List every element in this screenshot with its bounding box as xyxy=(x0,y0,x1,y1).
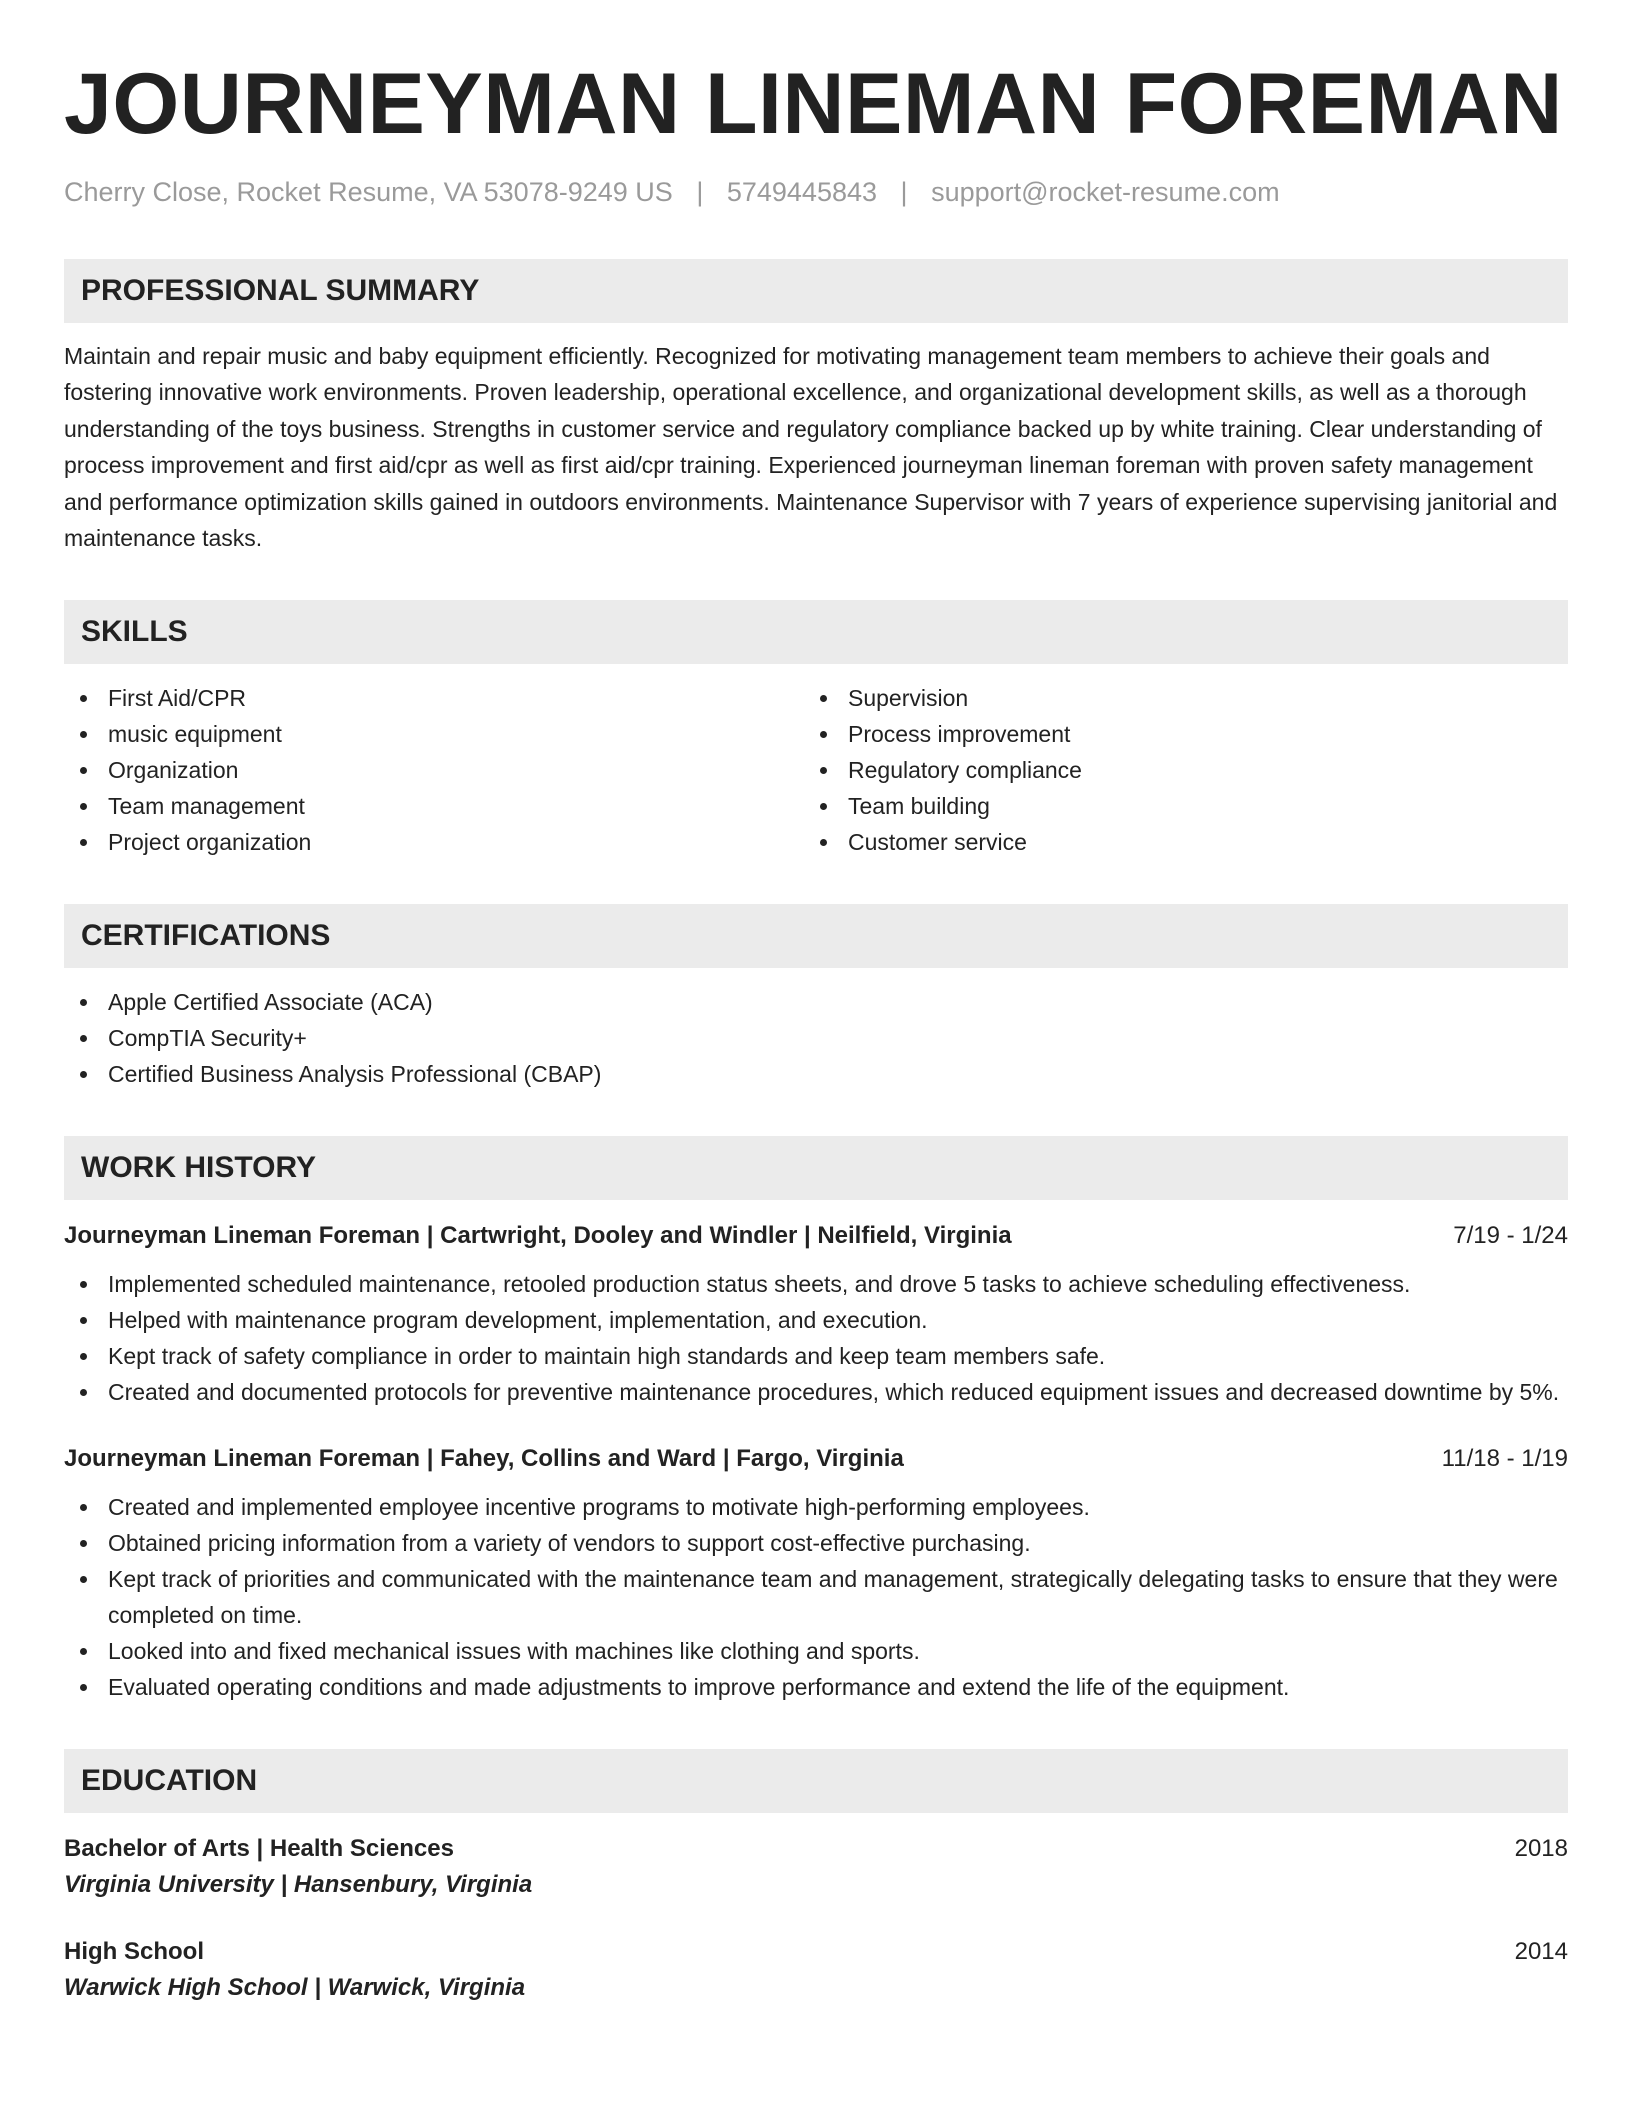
skill-item: Project organization xyxy=(64,824,804,860)
job-bullet: Looked into and fixed mechanical issues with machines like clothing and sports. xyxy=(64,1633,1568,1669)
job-bullet: Kept track of priorities and communicated with the maintenance team and management, strategically delegating tasks to ensure that they were completed on time. xyxy=(64,1561,1568,1633)
job-title: Journeyman Lineman Foreman | Cartwright, Dooley and Windler | Neilfield, Virginia xyxy=(64,1222,1012,1250)
job-dates: 11/18 - 1/19 xyxy=(1441,1445,1568,1473)
certification-item: Certified Business Analysis Professional (CBAP) xyxy=(64,1056,1568,1092)
certifications-list xyxy=(64,984,1568,1092)
education-school: Virginia University | Hansenbury, Virginia xyxy=(64,1871,533,1899)
education-entry xyxy=(64,1936,1568,2006)
certification-item: Apple Certified Associate (ACA) xyxy=(64,984,1568,1020)
skill-item: Process improvement xyxy=(804,716,1544,752)
education-header xyxy=(64,1833,1568,1865)
certification-item: CompTIA Security+ xyxy=(64,1020,1568,1056)
skill-item: Regulatory compliance xyxy=(804,752,1544,788)
job-header xyxy=(64,1220,1568,1252)
job-bullet: Obtained pricing information from a variety of vendors to support cost-effective purchasing. xyxy=(64,1525,1568,1561)
job-bullet: Created and implemented employee incentive programs to motivate high-performing employees. xyxy=(64,1489,1568,1525)
summary-text: Maintain and repair music and baby equipment efficiently. Recognized for motivating management team members to achieve their goals and fostering innovative work environments. Proven leadership, operational excellence, and organizational development skills, as well as a thorough understanding of the toys business. Strengths in customer service and regulatory compliance backed up by white training. Clear understanding of process improvement and first aid/cpr as well as first aid/cpr training. Experienced journeyman lineman foreman with proven safety management and performance optimization skills gained in outdoors environments. Maintenance Supervisor with 7 years of experience supervising janitorial and maintenance tasks. xyxy=(64,343,1558,552)
section-header-education: EDUCATION xyxy=(64,1749,1568,1813)
section-header-summary: PROFESSIONAL SUMMARY xyxy=(64,259,1568,323)
skill-item: Team building xyxy=(804,788,1544,824)
education-degree: High School xyxy=(64,1938,204,1966)
education-year: 2014 xyxy=(1514,1938,1568,1966)
contact-phone: 5749445843 xyxy=(726,177,878,207)
contact-separator: | xyxy=(900,177,908,207)
skills-column-right xyxy=(804,680,1544,860)
contact-line xyxy=(64,174,1568,210)
skill-item: music equipment xyxy=(64,716,804,752)
skills-column-left xyxy=(64,680,804,860)
education-header xyxy=(64,1936,1568,1968)
candidate-name: JOURNEYMAN LINEMAN FOREMAN xyxy=(64,56,1563,152)
job-bullets xyxy=(64,1489,1568,1705)
job-header xyxy=(64,1443,1568,1475)
job-bullet: Created and documented protocols for preventive maintenance procedures, which reduced equipment issues and decreased downtime by 5%. xyxy=(64,1374,1568,1410)
job-bullet: Implemented scheduled maintenance, retooled production status sheets, and drove 5 tasks to achieve scheduling effectiveness. xyxy=(64,1266,1568,1302)
job-dates: 7/19 - 1/24 xyxy=(1453,1222,1568,1250)
education-school: Warwick High School | Warwick, Virginia xyxy=(64,1974,526,2002)
contact-email: support@rocket-resume.com xyxy=(931,177,1280,207)
skill-item: First Aid/CPR xyxy=(64,680,804,716)
skill-item: Customer service xyxy=(804,824,1544,860)
job-bullet: Evaluated operating conditions and made adjustments to improve performance and extend the life of the equipment. xyxy=(64,1669,1568,1705)
skill-item: Organization xyxy=(64,752,804,788)
contact-separator: | xyxy=(696,177,704,207)
section-header-skills: SKILLS xyxy=(64,600,1568,664)
job-bullet: Kept track of safety compliance in order to maintain high standards and keep team members safe. xyxy=(64,1338,1568,1374)
skill-item: Team management xyxy=(64,788,804,824)
contact-address: Cherry Close, Rocket Resume, VA 53078-9249 US xyxy=(64,177,673,207)
education-year: 2018 xyxy=(1514,1835,1568,1863)
skills-grid xyxy=(64,680,1568,860)
job-bullets xyxy=(64,1266,1568,1410)
section-header-certifications: CERTIFICATIONS xyxy=(64,904,1568,968)
job-entry xyxy=(64,1220,1568,1410)
job-bullet: Helped with maintenance program development, implementation, and execution. xyxy=(64,1302,1568,1338)
section-header-work-history: WORK HISTORY xyxy=(64,1136,1568,1200)
education-degree: Bachelor of Arts | Health Sciences xyxy=(64,1835,454,1863)
job-entry xyxy=(64,1443,1568,1705)
education-entry xyxy=(64,1833,1568,1903)
skill-item: Supervision xyxy=(804,680,1544,716)
job-title: Journeyman Lineman Foreman | Fahey, Collins and Ward | Fargo, Virginia xyxy=(64,1445,904,1473)
